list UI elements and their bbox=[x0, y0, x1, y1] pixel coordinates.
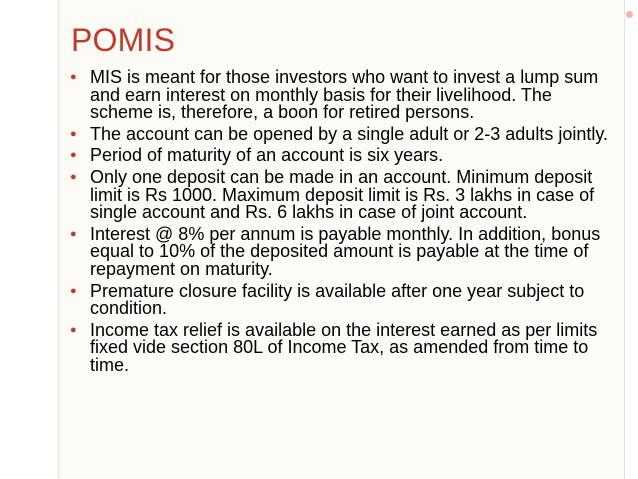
bullet-item-4 bbox=[68, 166, 608, 223]
bullet-item-2 bbox=[68, 123, 609, 144]
bullet-dot-icon: ● bbox=[70, 170, 77, 183]
slide-title: POMIS bbox=[71, 22, 176, 58]
bullet-text: Interest @ 8% per annum is payable monthly. In addition, bonus equal to 10% of the deposited amount is payable at the time of repayment on maturity. bbox=[90, 223, 601, 279]
bullet-dot-icon: ● bbox=[70, 323, 77, 336]
bullet-item-5 bbox=[68, 223, 608, 279]
bullet-dot-icon: ● bbox=[70, 284, 77, 297]
bullet-text: Period of maturity of an account is six years. bbox=[90, 145, 444, 166]
bullet-text: Premature closure facility is available after one year subject to condition. bbox=[90, 280, 585, 319]
bullet-text: The account can be opened by a single adult or 2-3 adults jointly. bbox=[90, 123, 609, 144]
bullet-list bbox=[68, 69, 608, 379]
bullet-item-3 bbox=[68, 147, 608, 165]
bullet-text: MIS is meant for those investors who want to invest a lump sum and earn interest on monthly basis for their livelihood. The scheme is, therefore, a boon for retired persons. bbox=[90, 67, 599, 123]
bullet-item-7 bbox=[68, 319, 608, 375]
bullet-dot-icon: ● bbox=[70, 127, 77, 140]
bullet-item-1 bbox=[68, 69, 608, 122]
bullet-dot-icon: ● bbox=[70, 71, 77, 83]
bullet-text: Income tax relief is available on the interest earned as per limits fixed vide section 80L of Income Tax, as amended from time to time. bbox=[90, 319, 598, 375]
bullet-dot-icon: ● bbox=[70, 227, 77, 240]
bullet-item-6 bbox=[68, 280, 608, 319]
bullet-dot-icon: ● bbox=[70, 149, 77, 162]
bullet-text: Only one deposit can be made in an account. Minimum deposit limit is Rs 1000. Maximum deposit limit is Rs. 3 lakhs in case of single account and Rs. 6 lakhs in case of joint account. bbox=[90, 166, 595, 223]
corner-dot bbox=[626, 11, 633, 18]
